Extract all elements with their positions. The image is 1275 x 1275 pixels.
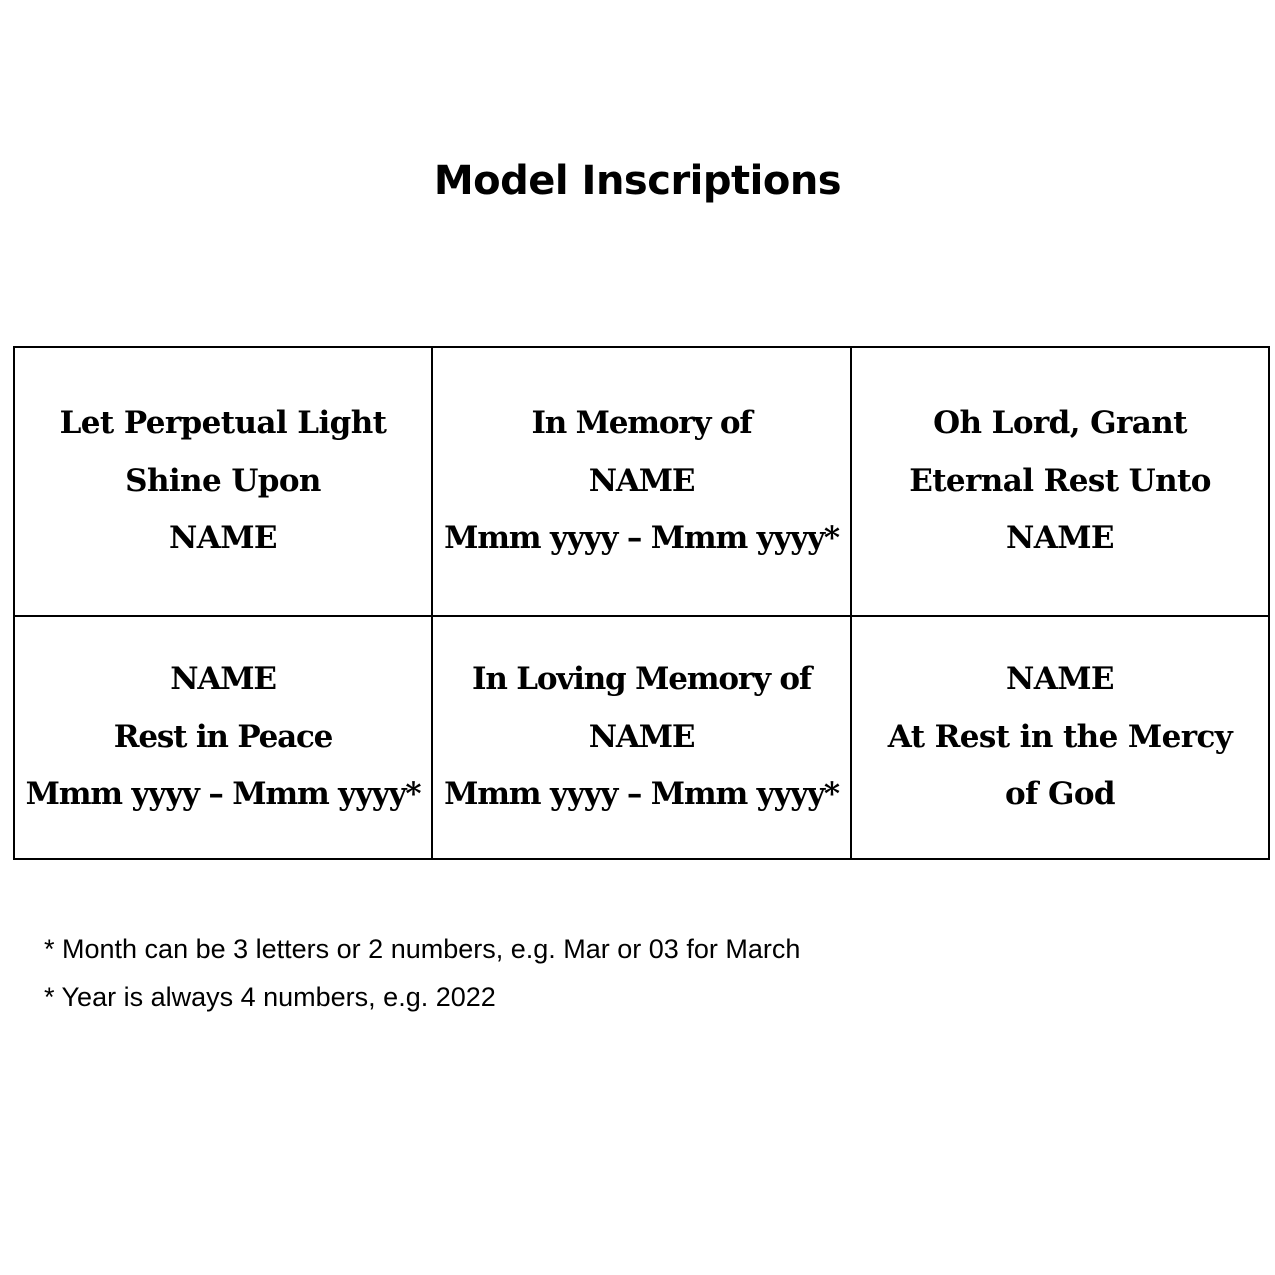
page-title: Model Inscriptions bbox=[433, 158, 842, 204]
inscription-cell bbox=[852, 348, 1268, 617]
inscription-cell bbox=[433, 348, 852, 617]
inscription-line: of God bbox=[1004, 776, 1116, 813]
inscription-line: NAME bbox=[588, 718, 695, 755]
inscription-line: Mmm yyyy – Mmm yyyy* bbox=[25, 776, 421, 813]
inscription-line: At Rest in the Mercy bbox=[887, 718, 1233, 755]
footnote-month: * Month can be 3 letters or 2 numbers, e.g. Mar or 03 for March bbox=[44, 934, 801, 964]
inscription-line: NAME bbox=[1006, 661, 1114, 698]
inscription-cell bbox=[15, 348, 433, 617]
inscription-line: In Memory of bbox=[531, 405, 752, 442]
inscription-line: NAME bbox=[588, 462, 695, 499]
inscription-line: NAME bbox=[170, 661, 276, 698]
inscription-line: Let Perpetual Light bbox=[59, 405, 387, 442]
inscriptions-table bbox=[13, 346, 1270, 860]
inscription-line: Shine Upon bbox=[125, 462, 321, 499]
inscription-line: Eternal Rest Unto bbox=[909, 462, 1211, 499]
inscription-cell bbox=[852, 617, 1268, 858]
inscription-line: Rest in Peace bbox=[113, 718, 333, 755]
inscription-line: NAME bbox=[169, 520, 277, 557]
inscription-line: NAME bbox=[1006, 520, 1114, 557]
inscription-cell bbox=[433, 617, 852, 858]
inscription-line: In Loving Memory of bbox=[472, 661, 811, 698]
footnote-year: * Year is always 4 numbers, e.g. 2022 bbox=[44, 982, 496, 1012]
footnotes bbox=[44, 925, 800, 1021]
inscription-line: Mmm yyyy – Mmm yyyy* bbox=[444, 520, 839, 557]
inscription-line: Oh Lord, Grant bbox=[933, 405, 1187, 442]
inscription-line: Mmm yyyy – Mmm yyyy* bbox=[444, 776, 839, 813]
inscription-cell bbox=[15, 617, 433, 858]
